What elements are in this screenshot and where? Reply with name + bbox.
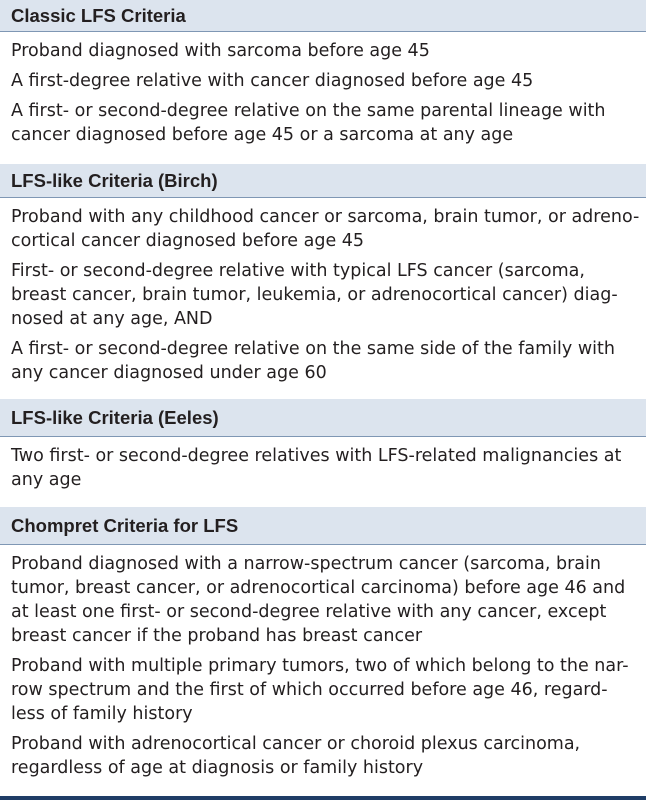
bottom-rule [0,796,646,800]
item-line: First- or second-degree relative with typical LFS cancer (sarcoma, [11,261,585,281]
item-line: cortical cancer diagnosed before age 45 [11,231,365,251]
criteria-item [0,732,646,780]
item-line: A first-degree relative with cancer diagnosed before age 45 [11,71,534,91]
section-header [0,399,646,437]
section-title: LFS-like Criteria (Eeles) [11,406,219,428]
section-header [0,164,646,198]
item-line: Proband with adrenocortical cancer or choroid plexus carcinoma, [11,734,581,754]
item-line: any cancer diagnosed under age 60 [11,363,327,383]
criteria-item [0,337,646,385]
criteria-item [0,69,646,93]
item-line: A first- or second-degree relative on the same parental lineage with [11,101,606,121]
item-line: any age [11,470,82,490]
section-body [0,545,646,795]
item-line: regardless of age at diagnosis or family history [11,758,424,778]
item-line: less of family history [11,704,193,724]
section-body [0,32,646,164]
item-line: Two first- or second-degree relatives with LFS-related malignancies at [11,446,622,466]
section-body [0,437,646,507]
item-line: Proband diagnosed with sarcoma before age 45 [11,41,430,61]
item-line: Proband with multiple primary tumors, two of which belong to the nar- [11,656,629,676]
criteria-item [0,99,646,147]
criteria-item [0,654,646,726]
item-line: breast cancer if the proband has breast cancer [11,626,423,646]
section-title: Chompret Criteria for LFS [11,514,239,536]
section-header [0,0,646,32]
criteria-item [0,444,646,492]
item-line: row spectrum and the first of which occurred before age 46, regard- [11,680,608,700]
item-line: cancer diagnosed before age 45 or a sarcoma at any age [11,125,514,145]
criteria-item [0,39,646,63]
section-header [0,507,646,545]
criteria-item [0,259,646,331]
criteria-item [0,205,646,253]
section-title: LFS-like Criteria (Birch) [11,169,218,191]
item-line: tumor, breast cancer, or adrenocortical carcinoma) before age 46 and [11,578,626,598]
criteria-item [0,552,646,648]
item-line: at least one first- or second-degree relative with any cancer, except [11,602,607,622]
item-line: Proband diagnosed with a narrow-spectrum cancer (sarcoma, brain [11,554,601,574]
item-line: A first- or second-degree relative on the same side of the family with [11,339,615,359]
section-title: Classic LFS Criteria [11,4,186,26]
item-line: nosed at any age, AND [11,309,213,329]
item-line: Proband with any childhood cancer or sarcoma, brain tumor, or adreno- [11,207,640,227]
item-line: breast cancer, brain tumor, leukemia, or adrenocortical cancer) diag- [11,285,618,305]
section-body [0,198,646,399]
